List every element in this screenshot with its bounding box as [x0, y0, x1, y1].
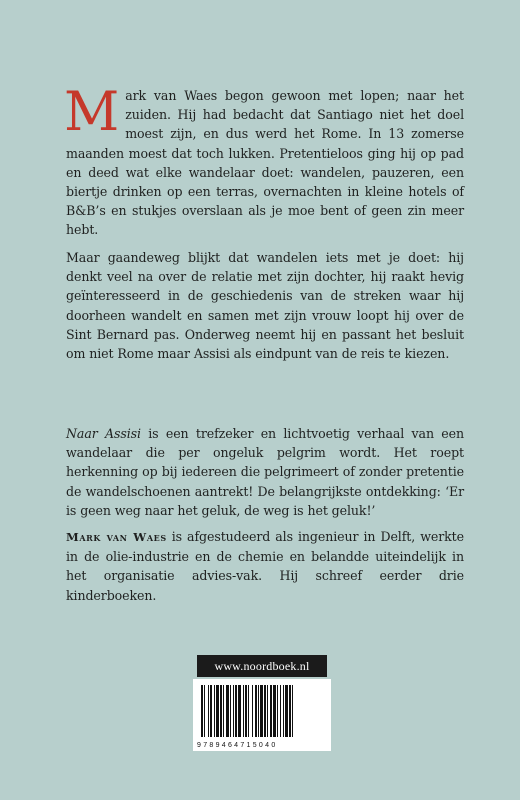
drop-cap: M: [64, 80, 120, 143]
blurb-paragraph-2: Maar gaandeweg blijkt dat wandelen iets met je doet: hij denkt veel na over de relatie met zijn dochter, hij raakt hevig geïnteresseerd in de geschiedenis van de streken waar hij doorheen wandelt en samen met zijn vrouw loopt hij over de Sint Bernard pas. Onderweg neemt hij en passant het besluit om niet Rome maar Assisi als eindpunt van de reis te kiezen.: [66, 250, 464, 362]
isbn-barcode: [193, 679, 331, 751]
blurb-paragraph-1: [64, 80, 464, 240]
author-bio-text: is afgestudeerd als ingenieur in Delft, werkte in de olie-industrie en de chemie en belandde uiteindelijk in het organisatie advies-vak. Hij schreef eerder drie kinderboeken.: [66, 529, 464, 603]
publisher-website: www.noordboek.nl: [197, 655, 327, 677]
author-bio: [66, 527, 464, 605]
blurb-paragraph-3-text: is een trefzeker en lichtvoetig verhaal van een wandelaar die per ongeluk pelgrim wordt. Het roept herkenning op bij iedereen die pelgrimeert of zonder pretentie de wandelschoenen aantrekt! De belangrijkste ontdekking: ‘Er is geen weg naar het geluk, de weg is het geluk!’: [66, 426, 465, 518]
author-name: Mark van Waes: [66, 530, 167, 544]
blurb-paragraph-1-text: ark van Waes begon gewoon met lopen; naar het zuiden. Hij had bedacht dat Santiago niet het doel moest zijn, en dus werd het Rome. In 13 zomerse maanden moest dat toch lukken. Pretentieloos ging hij op pad en deed wat elke wandelaar doet: wandelen, pauzeren, een biertje drinken op een terras, overnachten in kleine hotels of B&B’s en stukjes overslaan als je moe bent of geen zin meer hebt.: [66, 88, 464, 238]
blurb-paragraph-3: [66, 424, 464, 520]
barcode-bars: [201, 685, 323, 737]
book-title: Naar Assisi: [66, 426, 141, 441]
isbn-number: 9789464715040: [197, 742, 278, 749]
